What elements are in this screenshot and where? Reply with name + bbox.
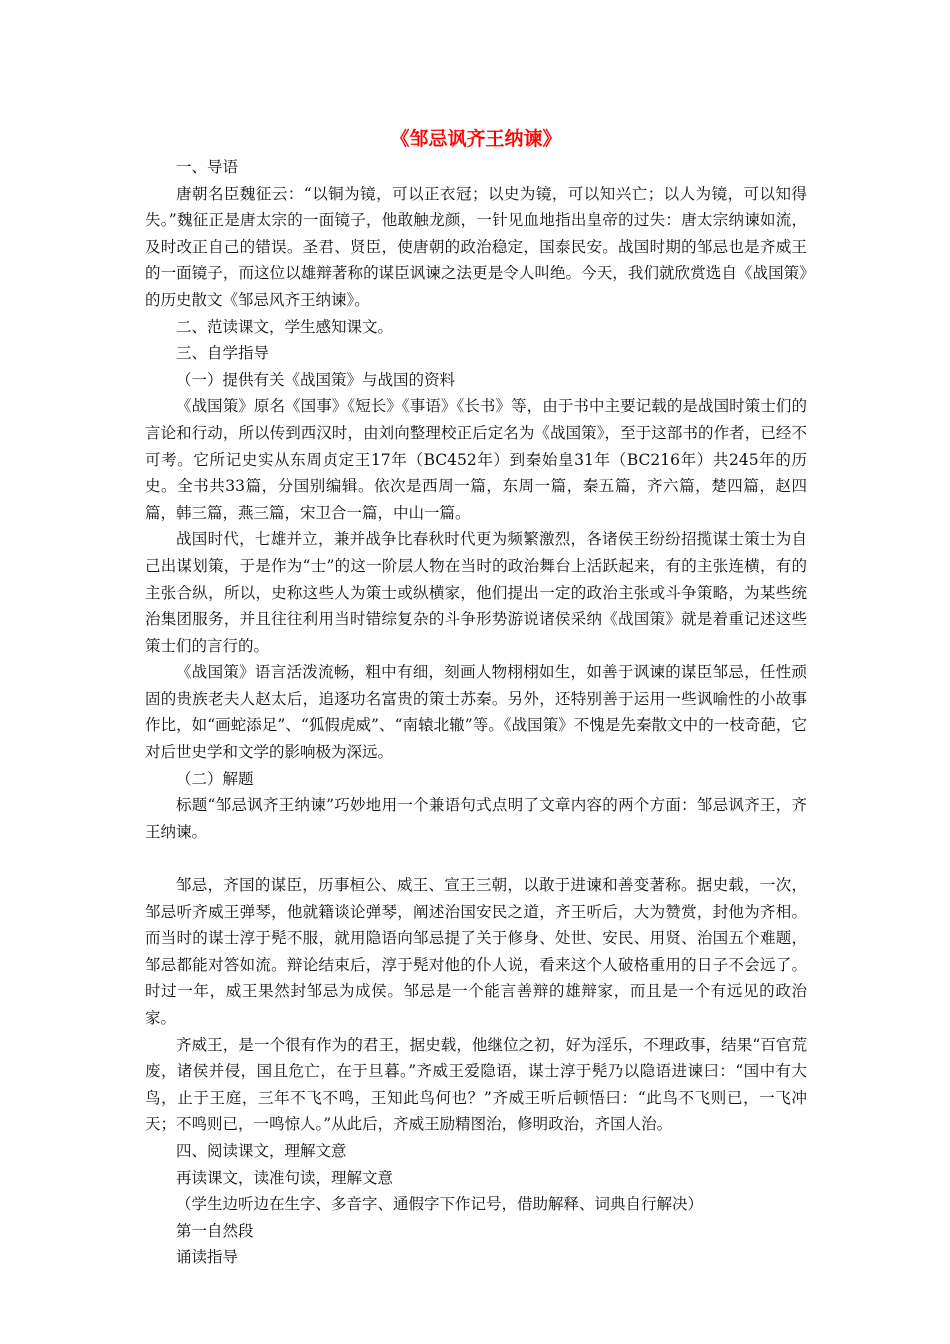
subsection-heading-materials: （一）提供有关《战国策》与战国的资料: [176, 370, 456, 389]
text-line-student-notes: （学生边听边在生字、多音字、通假字下作记号，借助解释、词典自行解决）: [176, 1195, 704, 1214]
paragraph-qi-weiwang: 齐威王，是一个很有作为的君王，据史载，他继位之初，好为淫乐，不理政事，结果“百官荒废，诸侯并侵，国且危亡，在于旦暮。”齐威王爱隐语，谋士淳于髡乃以隐语进谏曰：“国中有大鸟，止于王庭，三年不飞不鸣，王知此鸟何也？”齐威王听后顿悟曰：“此鸟不飞则已，一飞冲天；不鸣则已，一鸣惊人。”从此后，齐威王励精图治，修明政治，齐国人治。: [145, 1035, 807, 1134]
section-heading-reading: 二、范读课文，学生感知课文。: [176, 317, 394, 336]
paragraph-intro: 唐朝名臣魏征云：“以铜为镜，可以正衣冠；以史为镜，可以知兴亡；以人为镜，可以知得失。”魏征正是唐太宗的一面镜子，他敢触龙颜，一针见血地指出皇帝的过失：唐太宗纳谏如流，及时改正自己的错误。圣君、贤臣，使唐朝的政治稳定，国泰民安。战国时期的邹忌也是齐威王的一面镜子，而这位以雄辩著称的谋臣讽谏之法更是令人叫绝。今天，我们就欣赏选自《战国策》的历史散文《邹忌风齐王纳谏》。: [145, 184, 807, 309]
section-heading-self-study: 三、自学指导: [176, 344, 270, 363]
document-title: 《邹忌讽齐王纳谏》: [390, 128, 562, 150]
paragraph-zhanguoce-language: 《战国策》语言活泼流畅，粗中有细，刻画人物栩栩如生，如善于讽谏的谋臣邹忌，任性顽固的贵族老夫人赵太后，追逐功名富贵的策士苏秦。另外，还特别善于运用一些讽喻性的小故事作比，如“画蛇添足”、“狐假虎威”、“南辕北辙”等。《战国策》不愧是先秦散文中的一枝奇葩，它对后世史学和文学的影响极为深远。: [145, 663, 807, 762]
blank-line: [145, 845, 807, 872]
section-heading-read-text: 四、阅读课文，理解文意: [176, 1141, 347, 1160]
document-page: [145, 124, 807, 1271]
text-line-recitation-guide: 诵读指导: [176, 1248, 239, 1267]
subsection-heading-title-analysis: （二）解题: [176, 769, 254, 788]
paragraph-title-analysis: 标题“邹忌讽齐王纳谏”巧妙地用一个兼语句式点明了文章内容的两个方面：邹忌讽齐王，齐王纳谏。: [145, 796, 807, 841]
paragraph-warring-states: 战国时代，七雄并立，兼并战争比春秋时代更为频繁激烈，各诸侯王纷纷招揽谋士策士为自己出谋划策，于是作为“士”的这一阶层人物在当时的政治舞台上活跃起来，有的主张连横，有的主张合纵，所以，史称这些人为策士或纵横家，他们提出一定的政治主张或斗争策略，为某些统治集团服务，并且往往利用当时错综复杂的斗争形势游说诸侯采纳《战国策》就是着重记述这些策士们的言行的。: [145, 530, 807, 655]
paragraph-zhanguoce-origin: 《战国策》原名《国事》《短长》《事语》《长书》等，由于书中主要记载的是战国时策士们的言论和行动，所以传到西汉时，由刘向整理校正后定名为《战国策》，至于这部书的作者，已经不可考。它所记史实从东周贞定王17年（BC452年）到秦始皇31年（BC216年）共245年的历史。全书共33篇，分国别编辑。依次是西周一篇，东周一篇，秦五篇，齐六篇，楚四篇，赵四篇，韩三篇，燕三篇，宋卫合一篇，中山一篇。: [145, 397, 807, 522]
text-line-first-paragraph: 第一自然段: [176, 1221, 254, 1240]
paragraph-zouji: 邹忌，齐国的谋臣，历事桓公、威王、宣王三朝，以敢于进谏和善变著称。据史载，一次，邹忌听齐威王弹琴，他就籍谈论弹琴，阐述治国安民之道，齐王听后，大为赞赏，封他为齐相。而当时的谋士淳于髡不服，就用隐语向邹忌提了关于修身、处世、安民、用贤、治国五个难题，邹忌都能对答如流。辩论结束后，淳于髡对他的仆人说，看来这个人破格重用的日子不会远了。时过一年，威王果然封邹忌为成侯。邹忌是一个能言善辩的雄辩家，而且是一个有远见的政治家。: [145, 876, 807, 1027]
text-line-reread: 再读课文，读准句读，理解文意: [176, 1168, 394, 1187]
section-heading-intro: 一、导语: [176, 158, 239, 176]
